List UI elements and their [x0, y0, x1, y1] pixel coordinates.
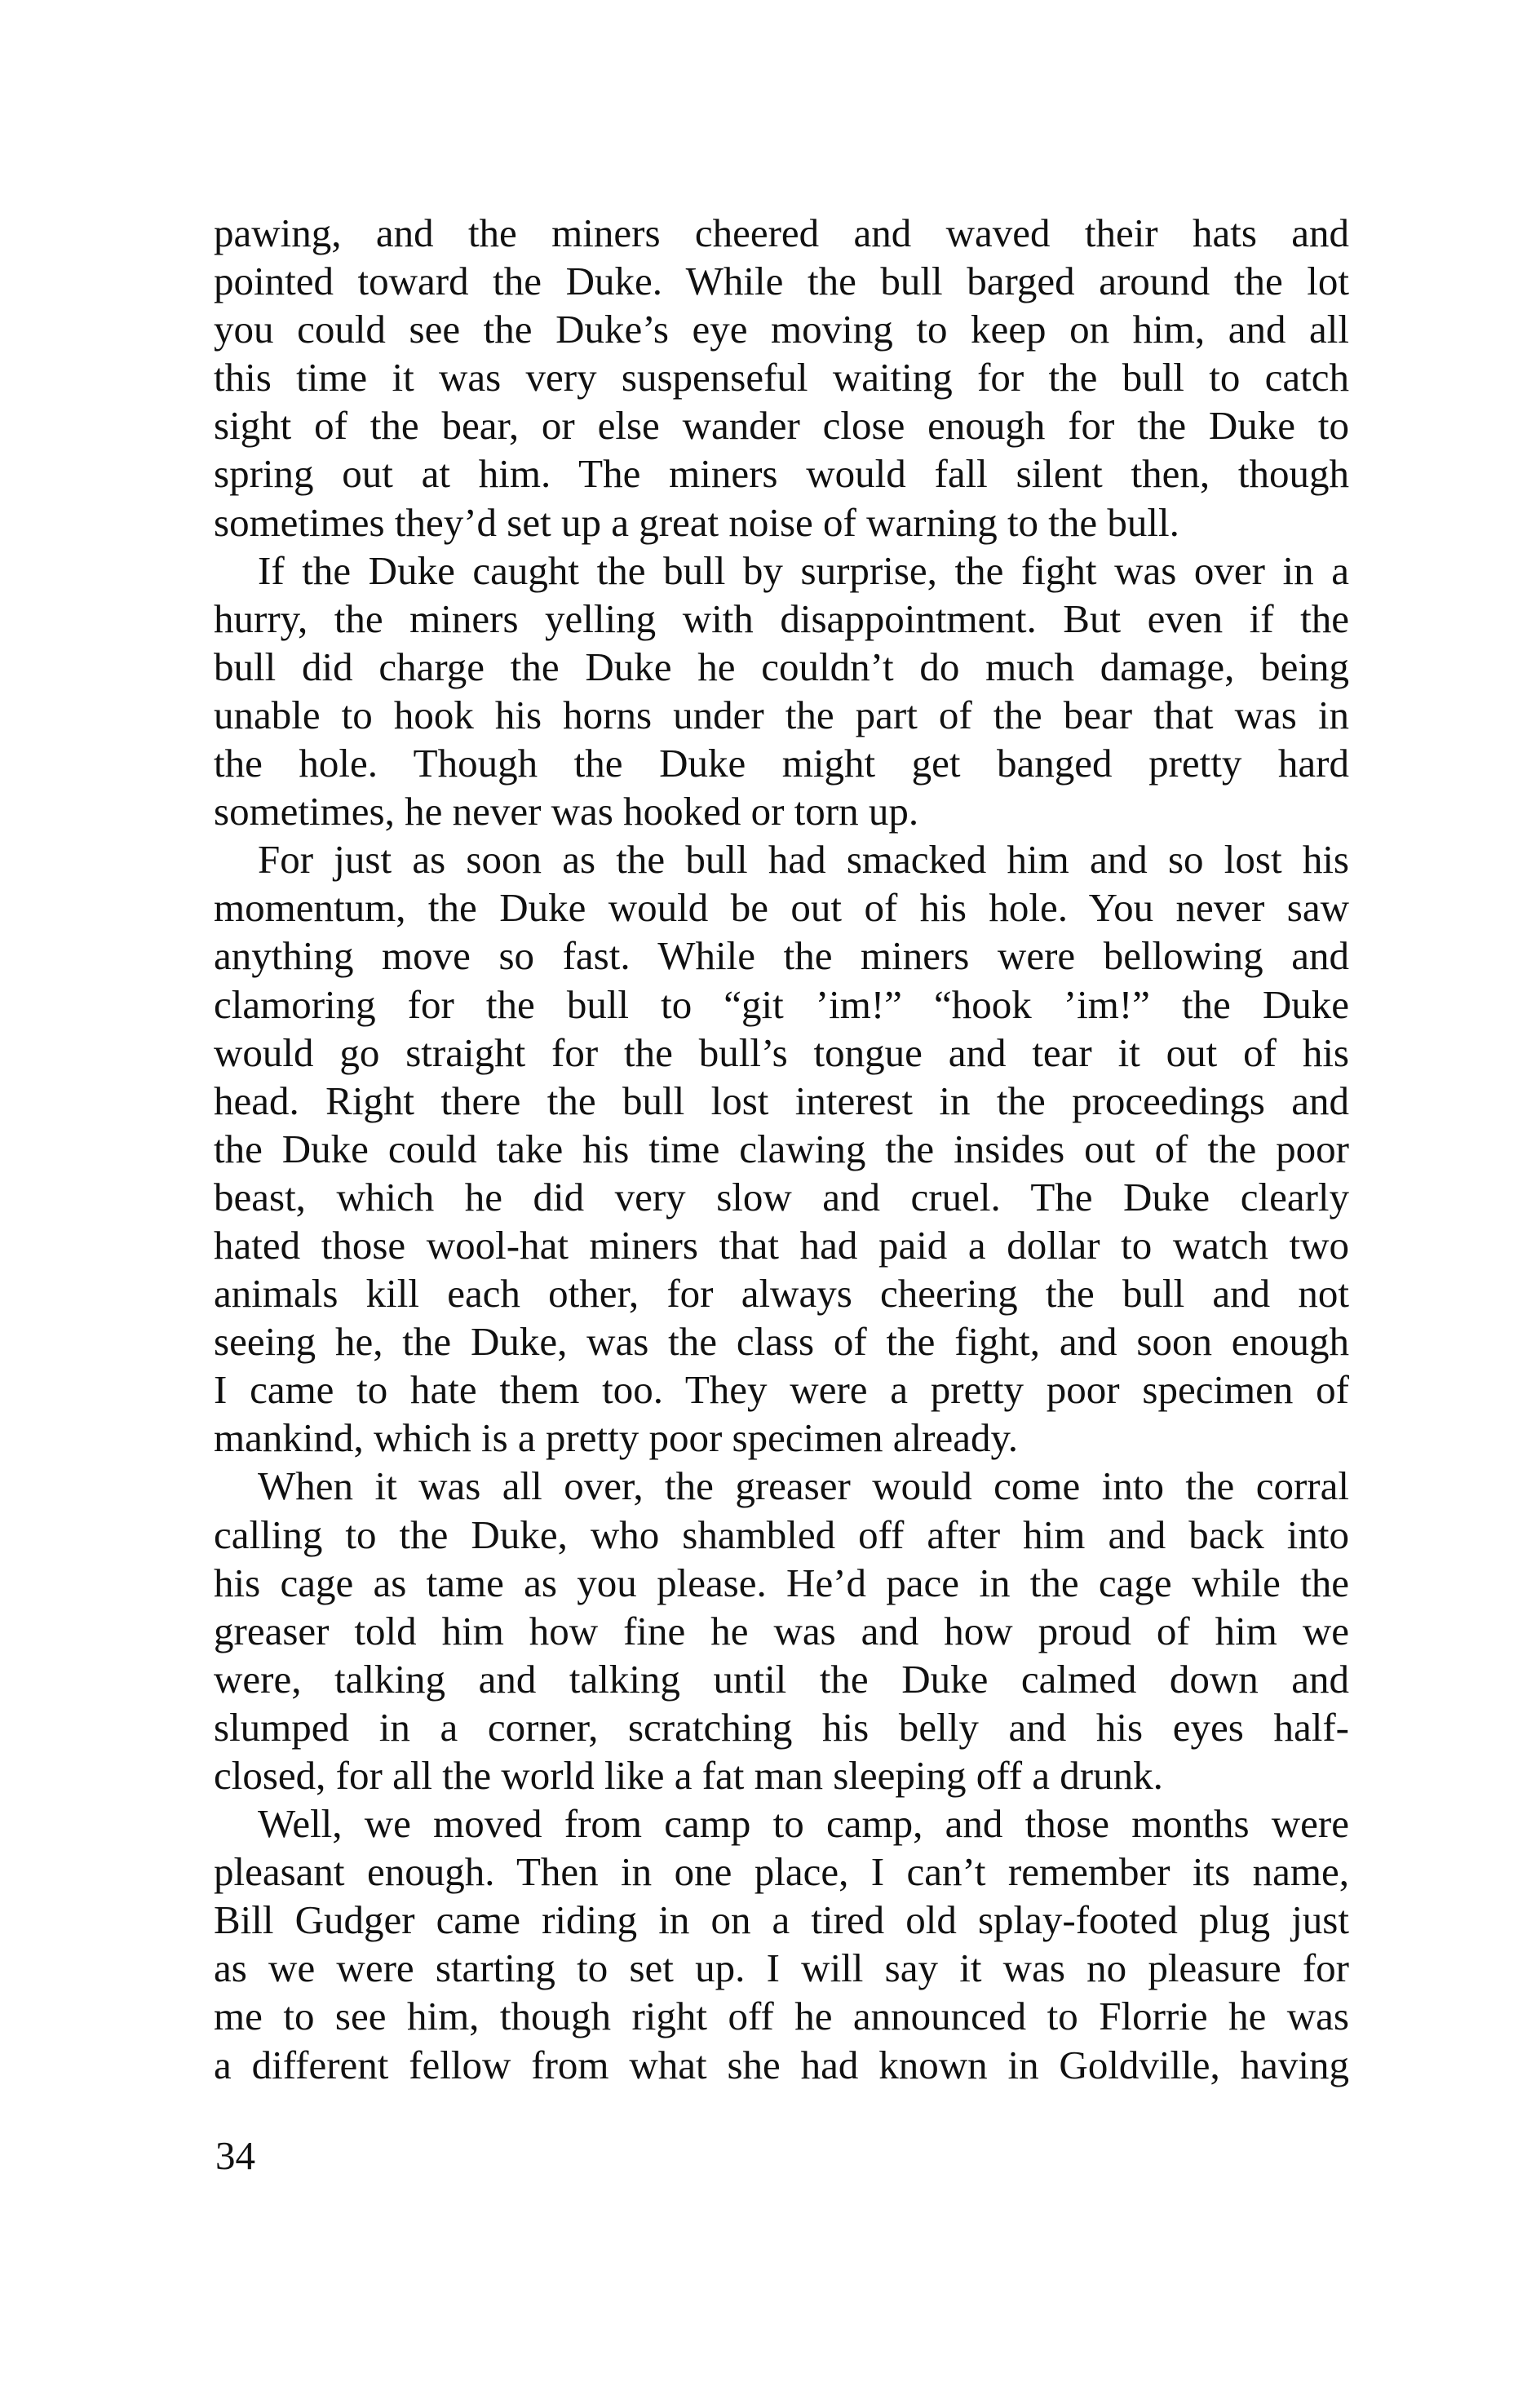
text-line: me to see him, though right off he announced to Florrie he was: [214, 1994, 1349, 2039]
text-line: Well, we moved from camp to camp, and those months were: [258, 1801, 1349, 1847]
text-line: slumped in a corner, scratching his belly and his eyes half-: [214, 1704, 1349, 1750]
text-line: the hole. Though the Duke might get banged pretty hard: [214, 741, 1349, 786]
text-line: When it was all over, the greaser would come into the corral: [258, 1463, 1349, 1509]
text-line: unable to hook his horns under the part of the bear that was in: [214, 692, 1349, 737]
text-line: were, talking and talking until the Duke calmed down and: [214, 1656, 1349, 1702]
text-line: as we were starting to set up. I will say it was no pleasure for: [214, 1945, 1349, 1991]
text-line: spring out at him. The miners would fall silent then, though: [214, 451, 1349, 497]
text-line: seeing he, the Duke, was the class of the fight, and soon enough: [214, 1319, 1349, 1365]
text-line: the Duke could take his time clawing the insides out of the poor: [214, 1126, 1349, 1171]
body-text: [214, 209, 1349, 2089]
text-line: bull did charge the Duke he couldn’t do much damage, being: [214, 644, 1349, 689]
text-line: hated those wool-hat miners that had paid a dollar to watch two: [214, 1222, 1349, 1268]
text-line: pointed toward the Duke. While the bull barged around the lot: [214, 259, 1349, 304]
text-line: greaser told him how fine he was and how proud of him we: [214, 1608, 1349, 1653]
text-line: sight of the bear, or else wander close enough for the Duke to: [214, 403, 1349, 449]
text-line: momentum, the Duke would be out of his hole. You never saw: [214, 885, 1349, 931]
page-number: 34: [215, 2133, 255, 2178]
text-line: hurry, the miners yelling with disappointment. But even if the: [214, 595, 1349, 641]
text-line: calling to the Duke, who shambled off after him and back into: [214, 1512, 1349, 1557]
text-line: closed, for all the world like a fat man sleeping off a drunk.: [214, 1753, 1163, 1798]
text-line: pleasant enough. Then in one place, I can’t remember its name,: [214, 1849, 1349, 1895]
text-line: For just as soon as the bull had smacked him and so lost his: [258, 837, 1349, 883]
text-line: a different fellow from what she had known in Goldville, having: [214, 2042, 1349, 2087]
text-line: his cage as tame as you please. He’d pace in the cage while the: [214, 1560, 1349, 1605]
text-line: animals kill each other, for always cheering the bull and not: [214, 1271, 1349, 1317]
text-line: anything move so fast. While the miners were bellowing and: [214, 933, 1349, 979]
text-line: sometimes, he never was hooked or torn up.: [214, 789, 919, 834]
text-line: sometimes they’d set up a great noise of warning to the bull.: [214, 499, 1179, 545]
text-line: you could see the Duke’s eye moving to keep on him, and all: [214, 307, 1349, 352]
text-line: I came to hate them too. They were a pretty poor specimen of: [214, 1367, 1349, 1413]
text-line: mankind, which is a pretty poor specimen already.: [214, 1415, 1019, 1461]
text-line: would go straight for the bull’s tongue and tear it out of his: [214, 1029, 1349, 1075]
text-line: beast, which he did very slow and cruel. The Duke clearly: [214, 1174, 1349, 1219]
text-line: this time it was very suspenseful waiting for the bull to catch: [214, 355, 1349, 401]
text-line: Bill Gudger came riding in on a tired old splay-footed plug just: [214, 1897, 1349, 1943]
text-line: clamoring for the bull to “git ’im!” “hook ’im!” the Duke: [214, 981, 1349, 1027]
text-line: If the Duke caught the bull by surprise, the fight was over in a: [258, 547, 1349, 593]
text-line: pawing, and the miners cheered and waved their hats and: [214, 210, 1349, 255]
text-line: head. Right there the bull lost interest in the proceedings and: [214, 1078, 1349, 1123]
